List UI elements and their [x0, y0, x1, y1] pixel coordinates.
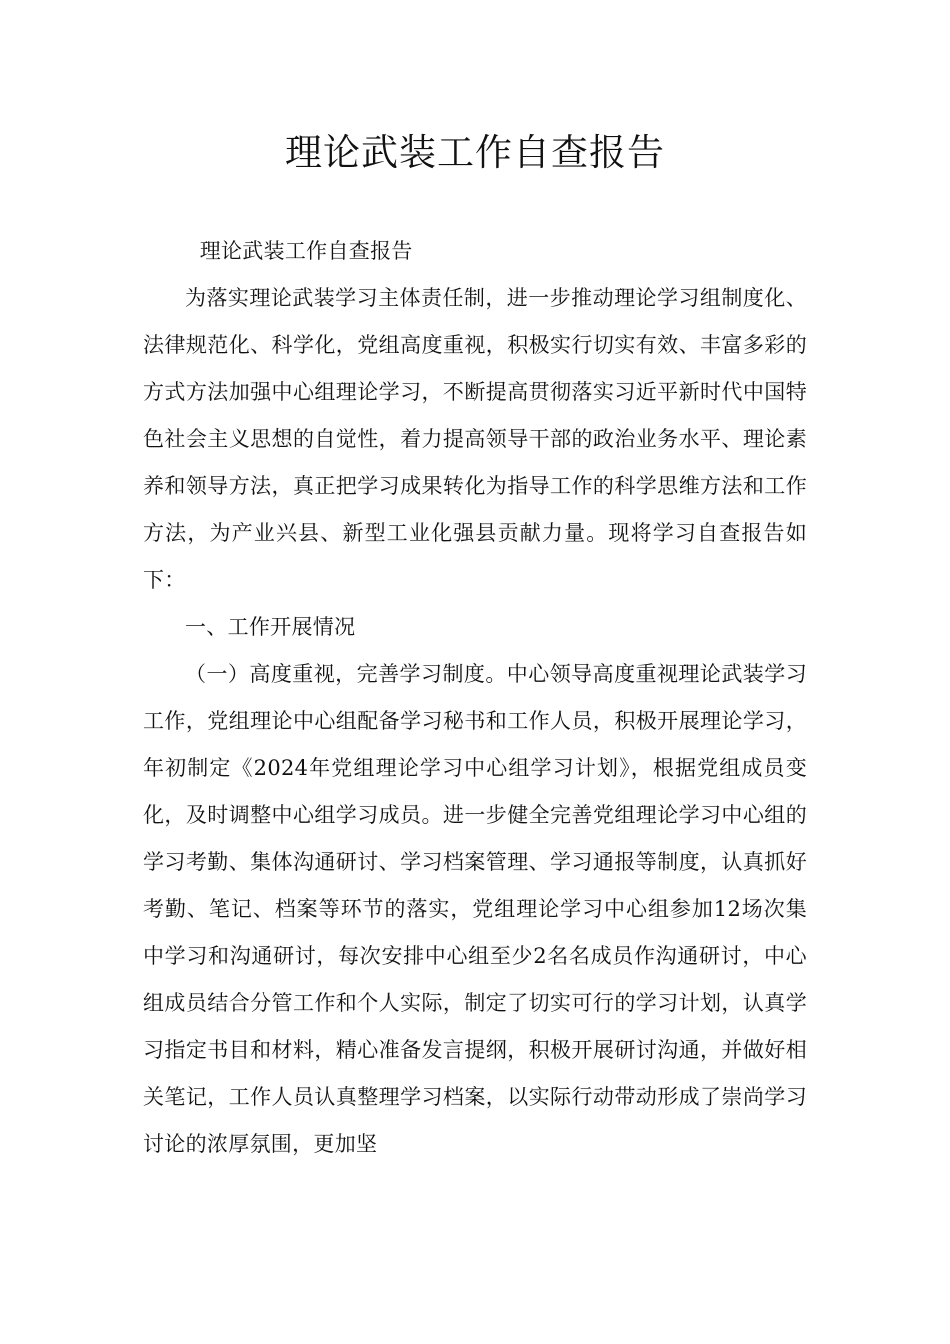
- intro-paragraph: 为落实理论武装学习主体责任制，进一步推动理论学习组制度化、法律规范化、科学化，党组高度重视，积极实行切实有效、丰富多彩的方式方法加强中心组理论学习，不断提高贯彻落实习近平新时代中国特色社会主义思想的自觉性，着力提高领导干部的政治业务水平、理论素养和领导方法，真正把学习成果转化为指导工作的科学思维方法和工作方法，为产业兴县、新型工业化强县贡献力量。现将学习自查报告如下：: [143, 286, 807, 592]
- document-title: 理论武装工作自查报告: [285, 131, 665, 174]
- section-paragraph: （一）高度重视，完善学习制度。中心领导高度重视理论武装学习工作，党组理论中心组配备学习秘书和工作人员，积极开展理论学习，年初制定《2024年党组理论学习中心组学习计划》，根据党组成员变化，及时调整中心组学习成员。进一步健全完善党组理论学习中心组的学习考勤、集体沟通研讨、学习档案管理、学习通报等制度，认真抓好考勤、笔记、档案等环节的落实，党组理论学习中心组参加12场次集中学习和沟通研讨，每次安排中心组至少2名名成员作沟通研讨，中心组成员结合分管工作和个人实际，制定了切实可行的学习计划，认真学习指定书目和材料，精心准备发言提纲，积极开展研讨沟通，并做好相关笔记，工作人员认真整理学习档案，以实际行动带动形成了崇尚学习讨论的浓厚氛围，更加坚: [143, 662, 807, 1156]
- document-body: [143, 228, 807, 1168]
- section-heading: 一、工作开展情况: [185, 615, 356, 639]
- document-subtitle: 理论武装工作自查报告: [199, 239, 413, 263]
